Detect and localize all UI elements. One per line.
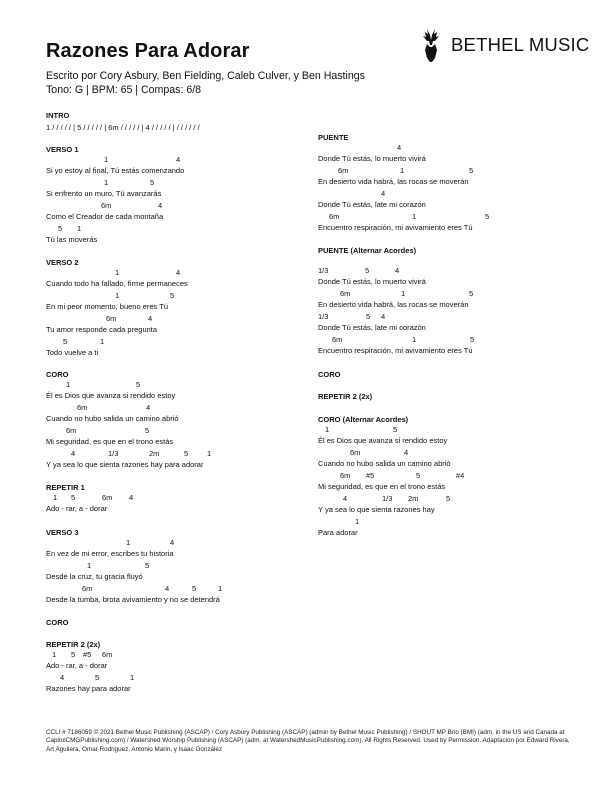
- chord-row: [46, 380, 316, 391]
- lyric-line: Como el Creador de cada montaña: [46, 212, 164, 221]
- chord-row: [318, 189, 588, 200]
- chord: 4: [148, 314, 153, 323]
- section-verso2: [46, 258, 316, 360]
- section-heading: PUENTE (Alternar Acordes): [318, 246, 417, 255]
- chord: 2m: [408, 494, 419, 503]
- chord: 5: [63, 337, 68, 346]
- chord: 4: [381, 312, 386, 321]
- chord: 5: [95, 673, 100, 682]
- chord: 1: [218, 584, 223, 593]
- chord-row: [318, 335, 588, 346]
- chord-row: [318, 266, 588, 277]
- chord-row: [318, 471, 588, 482]
- chord: 4: [381, 189, 386, 198]
- lyric-line: Todo vuelve a ti: [46, 348, 99, 357]
- chord-row: [318, 517, 588, 528]
- chord: 1: [104, 155, 109, 164]
- lyric-line: Desde la cruz, tu gracia fluyó: [46, 572, 143, 581]
- chord: 4: [129, 493, 134, 502]
- chord: 4: [165, 584, 170, 593]
- lyric-line: Si yo estoy al final, Tú estás comenzando: [46, 166, 185, 175]
- lyric-line: Él es Dios que avanza si rendido estoy: [318, 436, 448, 445]
- lyric-line: Ado - rar, a - dorar: [46, 504, 108, 513]
- chord: 5: [58, 224, 63, 233]
- lyric-line: Desde la tumba, brota avivamiento y no se detendrá: [46, 595, 220, 604]
- lyric-line: Donde Tú estás, late mi corazón: [318, 323, 426, 332]
- chord: 5: [485, 212, 490, 221]
- section-heading: PUENTE: [318, 133, 349, 142]
- chord-row: [46, 224, 316, 235]
- chord: 1: [412, 212, 417, 221]
- section-coro-3: [318, 370, 588, 380]
- chord: 5: [71, 493, 76, 502]
- lyric-line: Donde Tú estás, lo muerto vivirá: [318, 277, 426, 286]
- chord: 1/3: [382, 494, 393, 503]
- chord: 6m: [77, 403, 88, 412]
- chord: 5: [365, 266, 370, 275]
- chord-row: [46, 155, 316, 166]
- chord-row: [318, 494, 588, 505]
- chord: 5: [192, 584, 197, 593]
- lyric-line: Y ya sea lo que sienta razones hay para adorar: [46, 460, 204, 469]
- chord-row: [46, 584, 316, 595]
- chord-row: [318, 143, 588, 154]
- chord: #4: [456, 471, 465, 480]
- lyric-line: Razones hay para adorar: [46, 684, 131, 693]
- chord: 4: [176, 268, 181, 277]
- chord: 6m: [340, 471, 351, 480]
- chord: 1: [401, 289, 406, 298]
- section-puente-alt: [318, 246, 588, 358]
- chord: 5: [469, 166, 474, 175]
- lyric-line: En desierto vida habrá, las rocas se moverán: [318, 300, 469, 309]
- deer-head-icon: [420, 28, 444, 62]
- chord: 6m: [332, 335, 343, 344]
- lyric-line: Tu amor responde cada pregunta: [46, 325, 158, 334]
- chord: 4: [71, 449, 76, 458]
- section-heading: REPETIR 1: [46, 483, 85, 492]
- section-heading: REPETIR 2 (2x): [318, 392, 373, 401]
- chord: 1: [77, 224, 82, 233]
- section-intro: [46, 111, 316, 133]
- song-title: Razones Para Adorar: [46, 40, 250, 62]
- chord-row: [46, 650, 316, 661]
- chord: 6m: [66, 426, 77, 435]
- chord-row: [46, 268, 316, 279]
- chord: 5: [150, 178, 155, 187]
- chord: 1: [325, 425, 330, 434]
- section-repetir1: [46, 483, 316, 516]
- section-verso1: [46, 145, 316, 247]
- lyric-line: Y ya sea lo que sienta razones hay: [318, 505, 435, 514]
- section-heading: CORO: [46, 370, 69, 379]
- chord: 1: [130, 673, 135, 682]
- chord-row: [46, 403, 316, 414]
- lyric-line: Mi seguridad, es que en el trono estás: [318, 482, 446, 491]
- chord: #5: [366, 471, 375, 480]
- chord: 4: [397, 143, 402, 152]
- intro-chord-line: 1 / / / / / | 5 / / / / / | 6m / / / / / | 4 / / / / / | / / / / / /: [46, 123, 200, 132]
- lyric-line: Tú las moverás: [46, 235, 98, 244]
- chord: 5: [393, 425, 398, 434]
- lyric-line: En desierto vida habrá, las rocas se moverán: [318, 177, 469, 186]
- lyric-line: Donde Tú estás, late mi corazón: [318, 200, 426, 209]
- section-heading: INTRO: [46, 111, 70, 120]
- chord-row: [46, 538, 316, 549]
- chord: 6m: [329, 212, 340, 221]
- chord-row: [318, 166, 588, 177]
- chord: 1: [115, 291, 120, 300]
- chord: 5: [366, 312, 371, 321]
- chord: 6m: [82, 584, 93, 593]
- lyric-line: Cuando no hubo salida un camino abrió: [46, 414, 179, 423]
- chord: 4: [170, 538, 175, 547]
- section-coro-2: [46, 618, 316, 628]
- lyric-line: Él es Dios que avanza si rendido estoy: [46, 391, 176, 400]
- section-coro: [46, 370, 316, 472]
- chord: 1: [100, 337, 105, 346]
- chord: 4: [60, 673, 65, 682]
- chord: 1: [66, 380, 71, 389]
- section-heading: CORO (Alternar Acordes): [318, 415, 409, 424]
- chord-row: [46, 673, 316, 684]
- chord: 4: [146, 403, 151, 412]
- chord: 6m: [102, 650, 113, 659]
- chord: 1: [87, 561, 92, 570]
- chord-row: [46, 493, 316, 504]
- chord-row: [46, 314, 316, 325]
- chord: 5: [145, 561, 150, 570]
- chord-row: [318, 312, 588, 323]
- song-credits: Escrito por Cory Asbury, Ben Fielding, Caleb Culver, y Ben Hastings: [46, 70, 365, 82]
- chord: 1: [115, 268, 120, 277]
- section-heading: VERSO 1: [46, 145, 79, 154]
- lyric-line: Cuando todo ha fallado, firme permaneces: [46, 279, 188, 288]
- chord: 4: [395, 266, 400, 275]
- chord: 5: [184, 449, 189, 458]
- lyric-line: Encuentro respiración, mi avivamiento eres Tú: [318, 223, 473, 232]
- lyric-line: En mi peor momento, bueno eres Tú: [46, 302, 169, 311]
- lyric-line: En vez de mi error, escribes tu historia: [46, 549, 174, 558]
- chord: 6m: [340, 289, 351, 298]
- chord-row: [318, 448, 588, 459]
- chord: 5: [416, 471, 421, 480]
- chord: 1/3: [318, 266, 329, 275]
- chord: 1/3: [108, 449, 119, 458]
- chord: 1: [207, 449, 212, 458]
- chord-row: [46, 449, 316, 460]
- lyric-line: Donde Tú estás, lo muerto vivirá: [318, 154, 426, 163]
- chord: 5: [470, 335, 475, 344]
- chord: 5: [170, 291, 175, 300]
- section-repetir2-b: [318, 392, 588, 402]
- chord: #5: [83, 650, 92, 659]
- song-meta: Tono: G | BPM: 65 | Compas: 6/8: [46, 84, 202, 96]
- lyric-line: Encuentro respiración, mi avivamiento eres Tú: [318, 346, 473, 355]
- chord: 5: [469, 289, 474, 298]
- section-repetir2: [46, 640, 316, 696]
- section-heading: VERSO 3: [46, 528, 79, 537]
- chord: 4: [176, 155, 181, 164]
- section-verso3: [46, 528, 316, 607]
- chord: 1: [400, 166, 405, 175]
- chord-row: [318, 425, 588, 436]
- chord: 6m: [338, 166, 349, 175]
- chord: 6m: [350, 448, 361, 457]
- chord-row: [46, 426, 316, 437]
- chord: 1: [355, 517, 360, 526]
- chord: 1: [126, 538, 131, 547]
- section-heading: VERSO 2: [46, 258, 79, 267]
- chord: 5: [136, 380, 141, 389]
- section-coro-alt: [318, 415, 588, 540]
- chord: 4: [343, 494, 348, 503]
- chord: 5: [446, 494, 451, 503]
- chord: 6m: [102, 493, 113, 502]
- chord: 5: [145, 426, 150, 435]
- lyric-line: Cuando no hubo salida un camino abrió: [318, 459, 451, 468]
- chord-row: [318, 212, 588, 223]
- section-puente: [318, 133, 588, 235]
- lyric-line: Si enfrento un muro, Tú avanzarás: [46, 189, 162, 198]
- chord: 4: [158, 201, 163, 210]
- lyric-line: Para adorar: [318, 528, 358, 537]
- chord-row: [46, 337, 316, 348]
- section-heading: CORO: [46, 618, 69, 627]
- chord: 1/3: [318, 312, 329, 321]
- chord: 4: [404, 448, 409, 457]
- chord: 6m: [106, 314, 117, 323]
- chord: 2m: [149, 449, 160, 458]
- chord: 1: [53, 493, 58, 502]
- chord: 5: [71, 650, 76, 659]
- lyric-line: Mi seguridad, es que en el trono estás: [46, 437, 174, 446]
- chord: 1: [104, 178, 109, 187]
- chord: 1: [52, 650, 57, 659]
- chord-row: [46, 561, 316, 572]
- bethel-music-logo: [420, 27, 589, 63]
- lyric-line: Ado - rar, a - dorar: [46, 661, 108, 670]
- chord-row: [46, 291, 316, 302]
- section-heading: REPETIR 2 (2x): [46, 640, 101, 649]
- copyright-footer: CCLI # 7186059 © 2021 Bethel Music Publishing (ASCAP) / Cory Asbury Publishing (ASCAP) (admin by Bethel Music Publishing) / SHOUT MP Brio (BMI) (adm. in the US and Canada at CapitolCMGPublishing.com) / Watershed Worship Publishing (ASCAP) (adm. at WatershedMusicPublishing.com). All Rights Reserved. Used by Permission. Adaptación por Edward Rivera, Art Aguilera, Omar Rodriguez, Antonio Marin, y Isaac González: [46, 729, 570, 753]
- chord: 6m: [101, 201, 112, 210]
- section-heading: CORO: [318, 370, 341, 379]
- chord-row: [318, 289, 588, 300]
- chord-row: [46, 201, 316, 212]
- logo-wordmark: BETHEL MUSIC: [451, 34, 590, 55]
- chord: 1: [412, 335, 417, 344]
- chord-row: [46, 178, 316, 189]
